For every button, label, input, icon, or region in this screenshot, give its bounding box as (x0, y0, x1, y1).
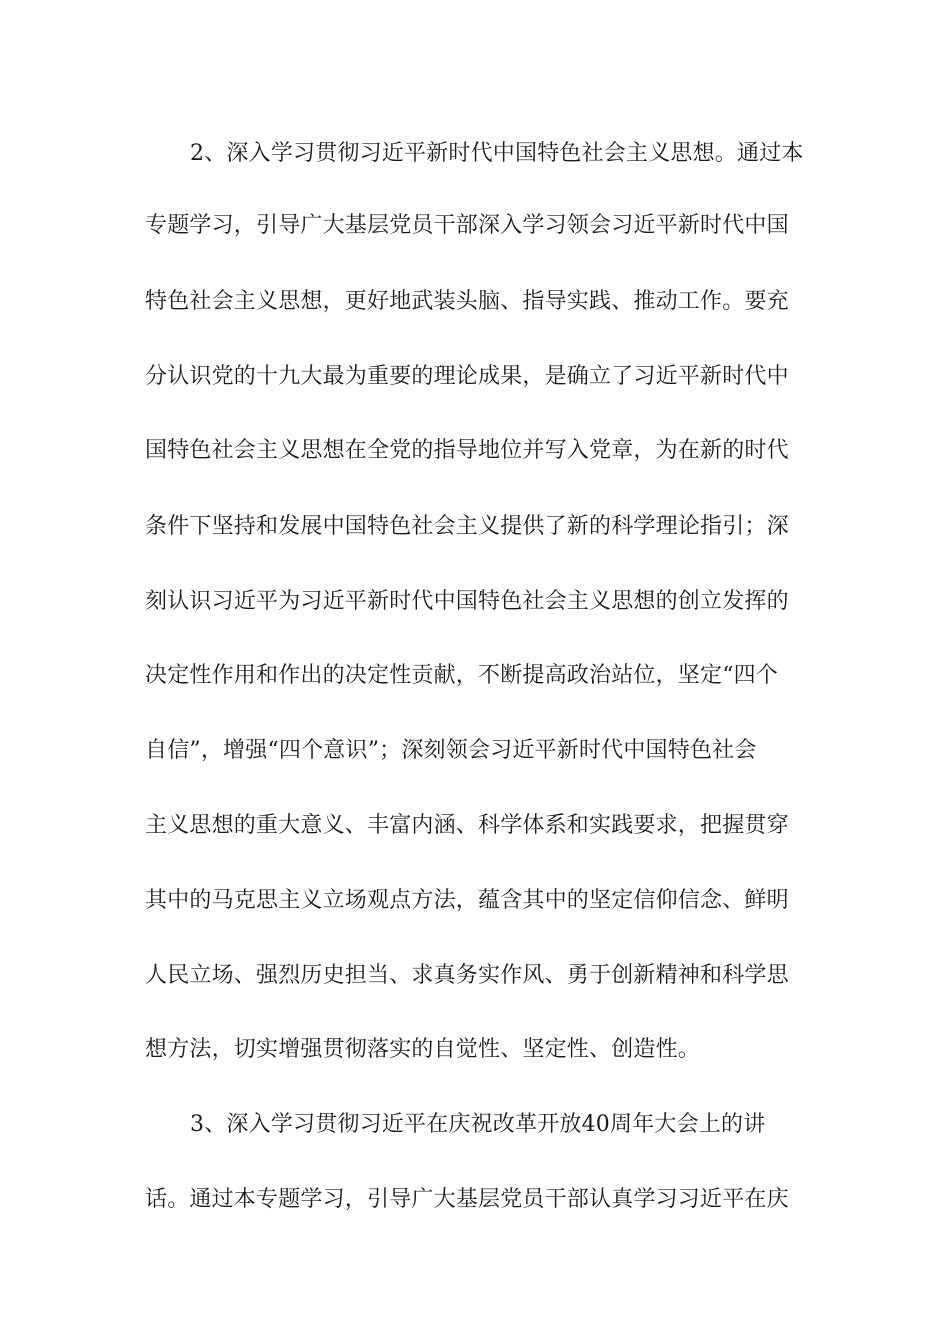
paragraph-2-line-9: 自信”，增强“四个意识”；深刻领会习近平新时代中国特色社会 (145, 738, 757, 763)
paragraph-2-line-3: 特色社会主义思想，更好地武装头脑、指导实践、推动工作。要充 (145, 289, 789, 314)
paragraph-2-line-5: 国特色社会主义思想在全党的指导地位并写入党章，为在新的时代 (145, 438, 789, 463)
paragraph-2-line-10: 主义思想的重大意义、丰富内涵、科学体系和实践要求，把握贯穿 (145, 813, 789, 838)
paragraph-2-line-4: 分认识党的十九大最为重要的理论成果，是确立了习近平新时代中 (145, 364, 789, 389)
paragraph-2-line-2: 专题学习，引导广大基层党员干部深入学习领会习近平新时代中国 (145, 213, 789, 238)
paragraph-2-line-13: 想方法，切实增强贯彻落实的自觉性、坚定性、创造性。 (145, 1037, 701, 1062)
paragraph-2-line-8: 决定性作用和作出的决定性贡献，不断提高政治站位，坚定“四个 (145, 663, 779, 688)
paragraph-2-line-12: 人民立场、强烈历史担当、求真务实作风、勇于创新精神和科学思 (145, 963, 789, 988)
paragraph-2-line-11: 其中的马克思主义立场观点方法，蕴含其中的坚定信仰信念、鲜明 (145, 888, 789, 913)
paragraph-2-line-6: 条件下坚持和发展中国特色社会主义提供了新的科学理论指引；深 (145, 514, 789, 539)
paragraph-3-line-2: 话。通过本专题学习，引导广大基层党员干部认真学习习近平在庆 (145, 1187, 789, 1212)
paragraph-3-line-1: 3、深入学习贯彻习近平在庆祝改革开放40周年大会上的讲 (190, 1112, 766, 1137)
paragraph-2-line-1: 2、深入学习贯彻习近平新时代中国特色社会主义思想。通过本 (190, 141, 804, 166)
paragraph-2-line-7: 刻认识习近平为习近平新时代中国特色社会主义思想的创立发挥的 (145, 589, 789, 614)
